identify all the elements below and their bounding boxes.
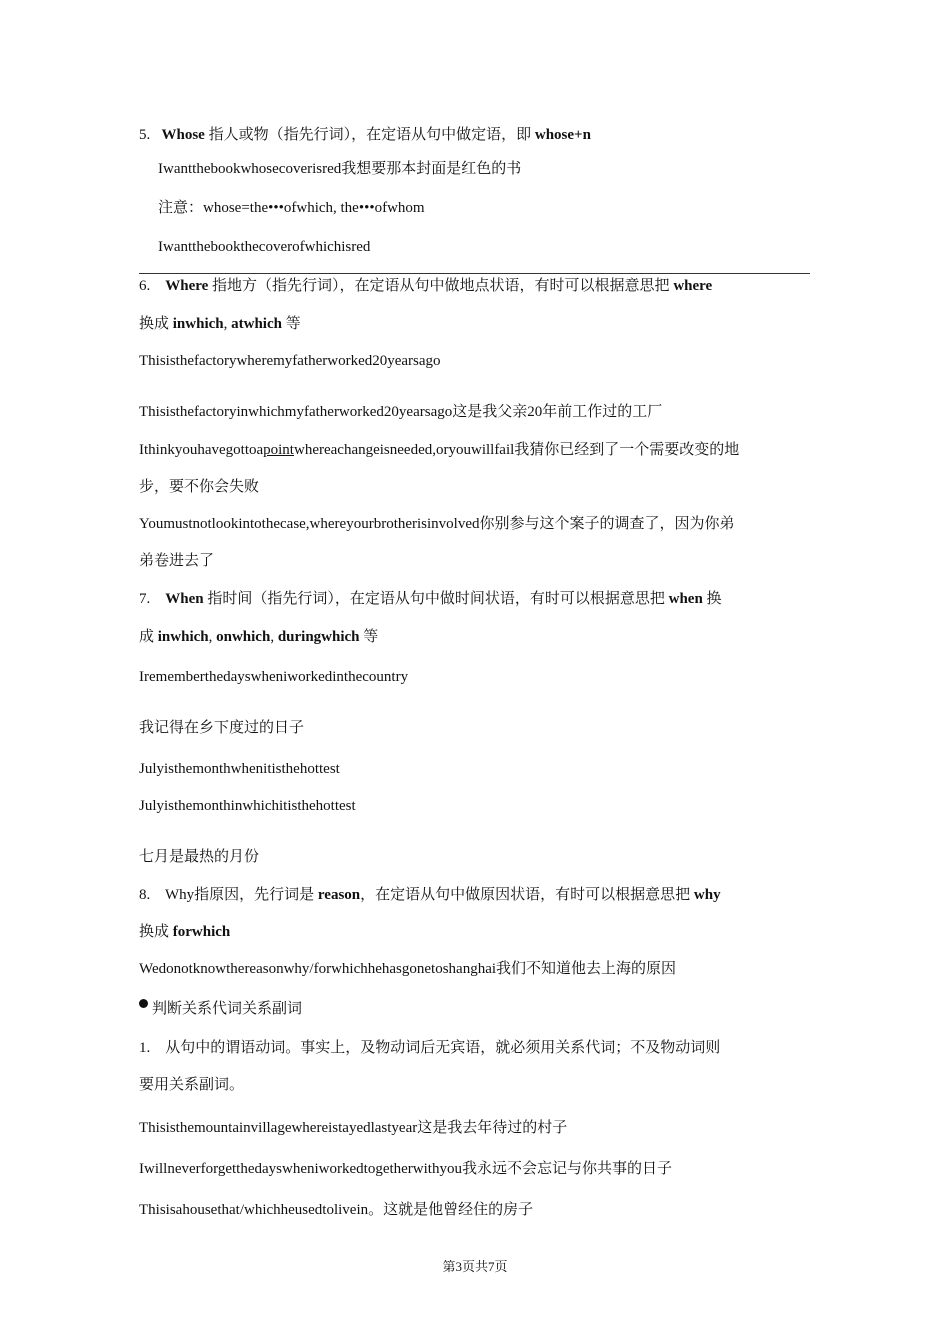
section-text: 指人或物（指先行词），在定语从句中做定语，即 <box>208 127 532 143</box>
section-text: 成 <box>139 629 155 645</box>
section-text: 等 <box>285 316 301 332</box>
section-6-heading-cont <box>139 314 301 334</box>
section-8-heading-cont <box>139 922 230 942</box>
bullet-label: 判断关系代词关系副词 <box>152 1001 303 1017</box>
section-5-heading <box>139 125 591 145</box>
example-sentence: Irememberthedayswheniworkedinthecountry <box>139 669 409 685</box>
keyword: onwhich <box>216 629 271 645</box>
point-text: 从句中的谓语动词。事实上，及物动词后无宾语，就必须用关系代词；不及物动词则 <box>165 1040 721 1056</box>
section-text: Why指原因，先行词是 <box>164 887 315 903</box>
keyword: Where <box>165 278 209 294</box>
point-1-text <box>139 1038 720 1058</box>
example-sentence <box>139 440 739 460</box>
keyword: Whose <box>161 127 205 143</box>
example-sentence-cont: 弟卷进去了 <box>139 553 215 569</box>
keyword: When <box>165 591 204 607</box>
keyword: why <box>693 887 721 903</box>
example-sentence: Iwantthebookthecoverofwhichisred <box>158 239 371 255</box>
keyword: when <box>668 591 703 607</box>
underlined-word: point <box>263 442 294 458</box>
example-sentence: Thisisthemountainvillagewhereistayedlastyear这是我去年待过的村子 <box>139 1120 568 1136</box>
bullet-icon <box>139 999 148 1008</box>
example-sentence: Iwantthebookwhosecoverisred我想要那本封面是红色的书 <box>158 161 522 177</box>
example-sentence: Thisisthefactorywheremyfatherworked20yearsago <box>139 353 441 369</box>
keyword: whose+n <box>534 127 591 143</box>
example-sentence: Julyisthemonthinwhichitisthehottest <box>139 798 356 814</box>
example-sentence: Wedonotknowthereasonwhy/forwhichhehasgonetoshanghai我们不知道他去上海的原因 <box>139 961 677 977</box>
section-7-heading <box>139 589 722 609</box>
keyword: inwhich <box>157 629 209 645</box>
example-sentence: Iwillneverforgetthedayswheniworkedtogetherwithyou我永远不会忘记与你共事的日子 <box>139 1161 672 1177</box>
separator: , <box>270 629 275 645</box>
example-sentence: Thisisahousethat/whichheusedtolivein。这就是他曾经住的房子 <box>139 1202 534 1218</box>
keyword: reason <box>317 887 361 903</box>
keyword: inwhich <box>172 316 224 332</box>
example-text: whereachangeisneeded,oryouwillfail我猜你已经到了一个需要改变的地 <box>293 442 740 458</box>
separator: , <box>223 316 228 332</box>
section-text: 等 <box>363 629 379 645</box>
example-sentence-cont: 步，要不你会失败 <box>139 479 260 495</box>
horizontal-rule <box>139 273 810 274</box>
example-sentence: Julyisthemonthwhenitisthehottest <box>139 761 340 777</box>
example-sentence: Youmustnotlookintothecase,whereyourbrotherisinvolved你别参与这个案子的调查了，因为你弟 <box>139 516 735 532</box>
translation-line: 七月是最热的月份 <box>139 849 260 865</box>
section-number: 8. <box>139 887 151 903</box>
page-footer: 第3页共7页 <box>442 1259 508 1274</box>
keyword: duringwhich <box>277 629 360 645</box>
section-text: 指地方（指先行词），在定语从句中做地点状语，有时可以根据意思把 <box>212 278 670 294</box>
section-8-heading <box>139 885 721 905</box>
section-number: 7. <box>139 591 151 607</box>
section-6-heading <box>139 276 712 296</box>
keyword: forwhich <box>172 924 231 940</box>
keyword: atwhich <box>231 316 282 332</box>
example-sentence: Thisisthefactoryinwhichmyfatherworked20yearsago这是我父亲20年前工作过的工厂 <box>139 404 663 420</box>
section-text: ，在定语从句中做原因状语，有时可以根据意思把 <box>360 887 691 903</box>
note-line: 注意：whose=the•••ofwhich, the•••ofwhom <box>158 200 425 216</box>
section-text: 换 <box>706 591 722 607</box>
example-text: Ithinkyouhavegottoa <box>139 442 264 458</box>
section-text: 指时间（指先行词），在定语从句中做时间状语，有时可以根据意思把 <box>207 591 665 607</box>
section-text: 换成 <box>139 924 170 940</box>
bullet-heading <box>139 999 302 1019</box>
section-number: 6. <box>139 278 151 294</box>
translation-line: 我记得在乡下度过的日子 <box>139 720 305 736</box>
section-number: 5. <box>139 127 151 143</box>
keyword: where <box>673 278 713 294</box>
section-text: 换成 <box>139 316 170 332</box>
separator: , <box>208 629 213 645</box>
section-7-heading-cont <box>139 627 378 647</box>
point-1-text-cont: 要用关系副词。 <box>139 1077 245 1093</box>
point-number: 1. <box>139 1040 151 1056</box>
